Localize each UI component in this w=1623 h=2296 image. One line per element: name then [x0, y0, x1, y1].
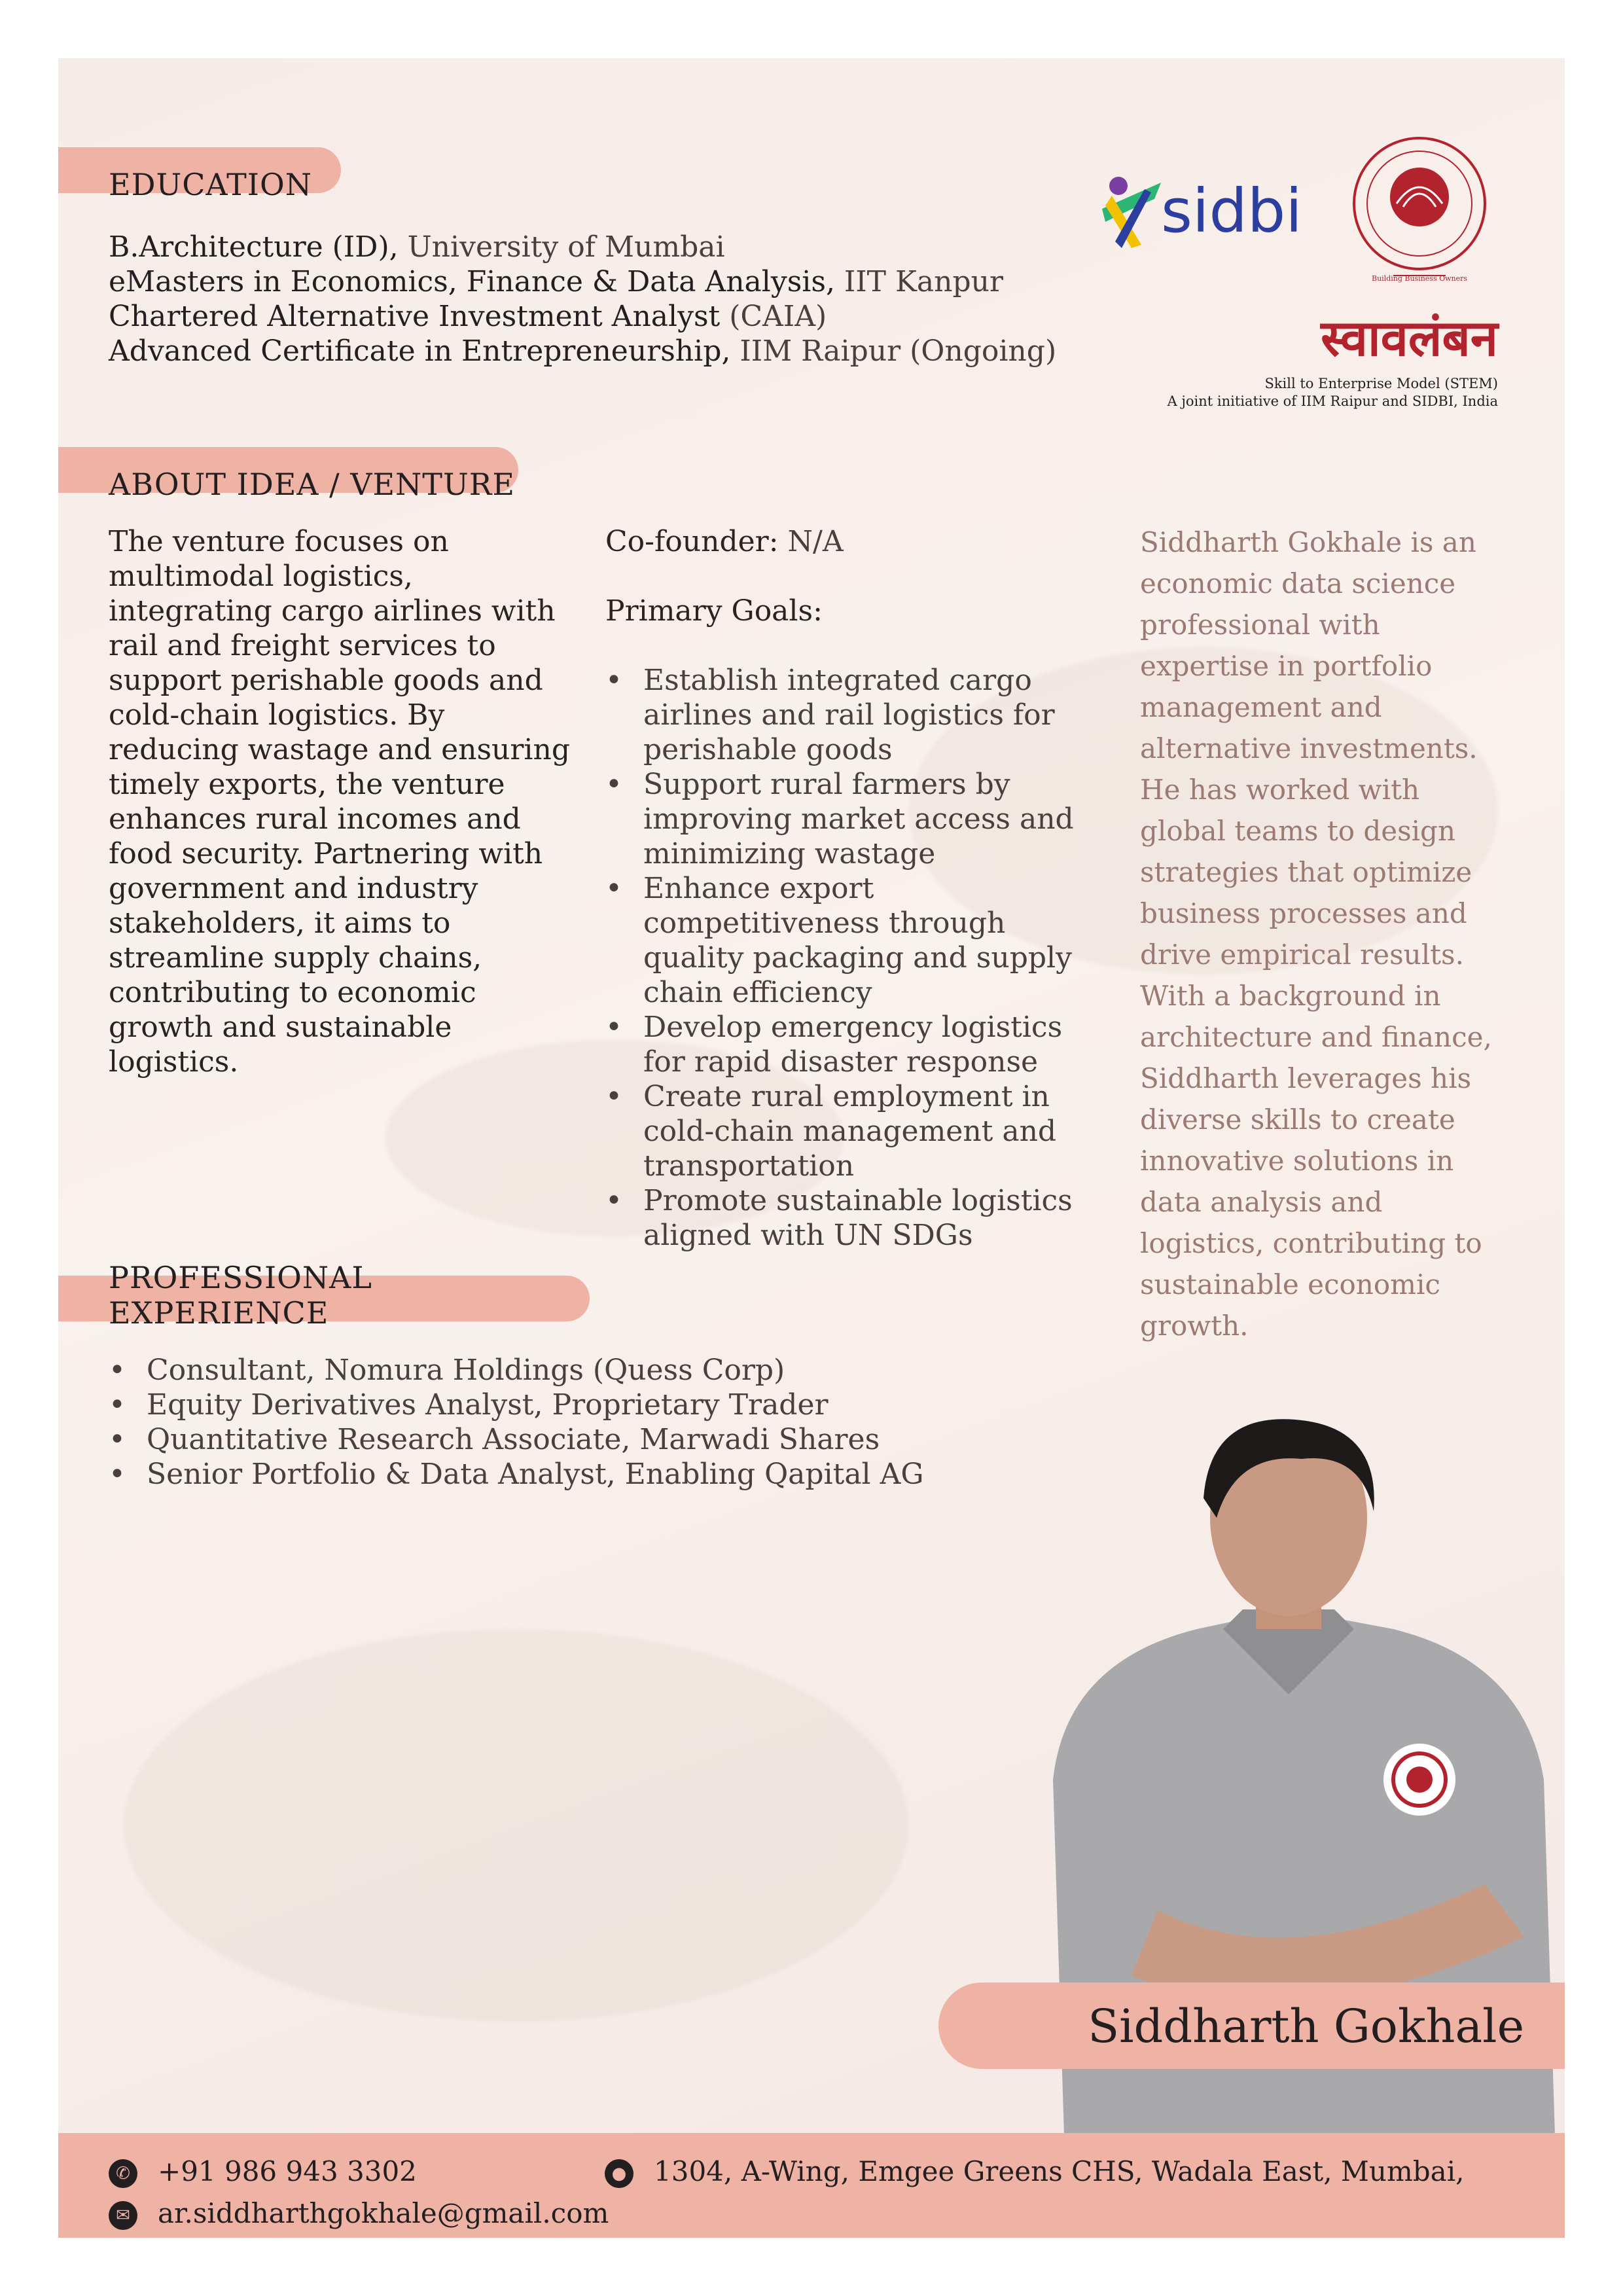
location-pin-icon: ●	[605, 2159, 633, 2188]
phone-number[interactable]: +91 986 943 3302	[158, 2155, 417, 2187]
experience-list	[109, 1353, 1025, 1492]
sidbi-mark-icon	[1092, 170, 1171, 255]
education-item: Advanced Certificate in Entrepreneurship, IIM Raipur (Ongoing)	[109, 334, 1057, 368]
experience-heading: PROFESSIONAL EXPERIENCE	[109, 1260, 372, 1331]
venture-header	[58, 447, 518, 502]
stem-caption	[1040, 375, 1498, 410]
swavalamban-logo	[1249, 309, 1498, 368]
goals-list	[605, 663, 1103, 1253]
cofounder: Co-founder: N/A	[605, 525, 844, 558]
person-name: Siddharth Gokhale	[1088, 2000, 1524, 2053]
education-header	[58, 147, 341, 202]
profile-card	[58, 58, 1565, 2238]
list-item: • Promote sustainable logistics aligned with UN SDGs	[605, 1183, 1103, 1253]
list-item: • Develop emergency logistics for rapid disaster response	[605, 1010, 1103, 1079]
swavalamban-wordmark: स्वावलंबन	[1321, 309, 1498, 367]
list-item: • Quantitative Research Associate, Marwadi Shares	[109, 1422, 1025, 1457]
education-heading: EDUCATION	[109, 167, 312, 202]
stem-line-1: Skill to Enterprise Model (STEM)	[1264, 376, 1498, 391]
education-item: eMasters in Economics, Finance & Data Analysis, IIT Kanpur	[109, 265, 1003, 298]
sidbi-wordmark: sidbi	[1161, 176, 1302, 246]
seal-caption: Building Business Owners	[1371, 274, 1468, 283]
sidbi-logo	[1092, 170, 1367, 255]
education-item: Chartered Alternative Investment Analyst (CAIA)	[109, 300, 827, 333]
name-banner	[938, 1982, 1565, 2069]
bio-text: Siddharth Gokhale is an economic data science professional with expertise in portfolio management and alternative investments. He has worked with global teams to design strategies that optimize business processes and drive empirical results. With a background in architecture and finance, Siddharth leverages his diverse skills to create innovative solutions in data analysis and logistics, contributing to sustainable economic growth.	[1140, 526, 1492, 1342]
mail-icon: ✉	[109, 2201, 137, 2230]
background-texture	[124, 1629, 909, 2022]
list-item: • Enhance export competitiveness through quality packaging and supply chain efficiency	[605, 871, 1103, 1010]
education-list	[109, 230, 1090, 368]
education-item: B.Architecture (ID), University of Mumbai	[109, 230, 725, 264]
iim-seal-icon	[1341, 132, 1498, 289]
venture-details	[605, 524, 1103, 1253]
email-address[interactable]: ar.siddharthgokhale@gmail.com	[158, 2197, 609, 2229]
list-item: • Create rural employment in cold-chain management and transportation	[605, 1079, 1103, 1183]
iim-raipur-seal	[1341, 132, 1498, 289]
list-item: • Establish integrated cargo airlines and rail logistics for perishable goods	[605, 663, 1103, 767]
venture-heading: ABOUT IDEA / VENTURE	[109, 467, 515, 502]
list-item: • Consultant, Nomura Holdings (Quess Corp)	[109, 1353, 1025, 1388]
contact-footer	[58, 2133, 1565, 2238]
profile-photo	[1027, 1413, 1563, 2198]
list-item: • Senior Portfolio & Data Analyst, Enabling Qapital AG	[109, 1457, 1025, 1492]
list-item: • Support rural farmers by improving market access and minimizing wastage	[605, 767, 1103, 871]
phone-icon: ✆	[109, 2159, 137, 2188]
venture-description: The venture focuses on multimodal logistics, integrating cargo airlines with rail and freight services to support perishable goods and cold-chain logistics. By reducing wastage and ensuring timely exports, the venture enhances rural incomes and food security. Partnering with government and industry stakeholders, it aims to streamline supply chains, contributing to economic growth and sustainable logistics.	[109, 525, 570, 1079]
experience-header	[58, 1260, 590, 1331]
goals-label: Primary Goals:	[605, 594, 823, 628]
list-item: • Equity Derivatives Analyst, Proprietary Trader	[109, 1388, 1025, 1422]
stem-line-2: A joint initiative of IIM Raipur and SIDBI, India	[1167, 393, 1498, 409]
address: 1304, A-Wing, Emgee Greens CHS, Wadala East, Mumbai,	[654, 2155, 1465, 2187]
